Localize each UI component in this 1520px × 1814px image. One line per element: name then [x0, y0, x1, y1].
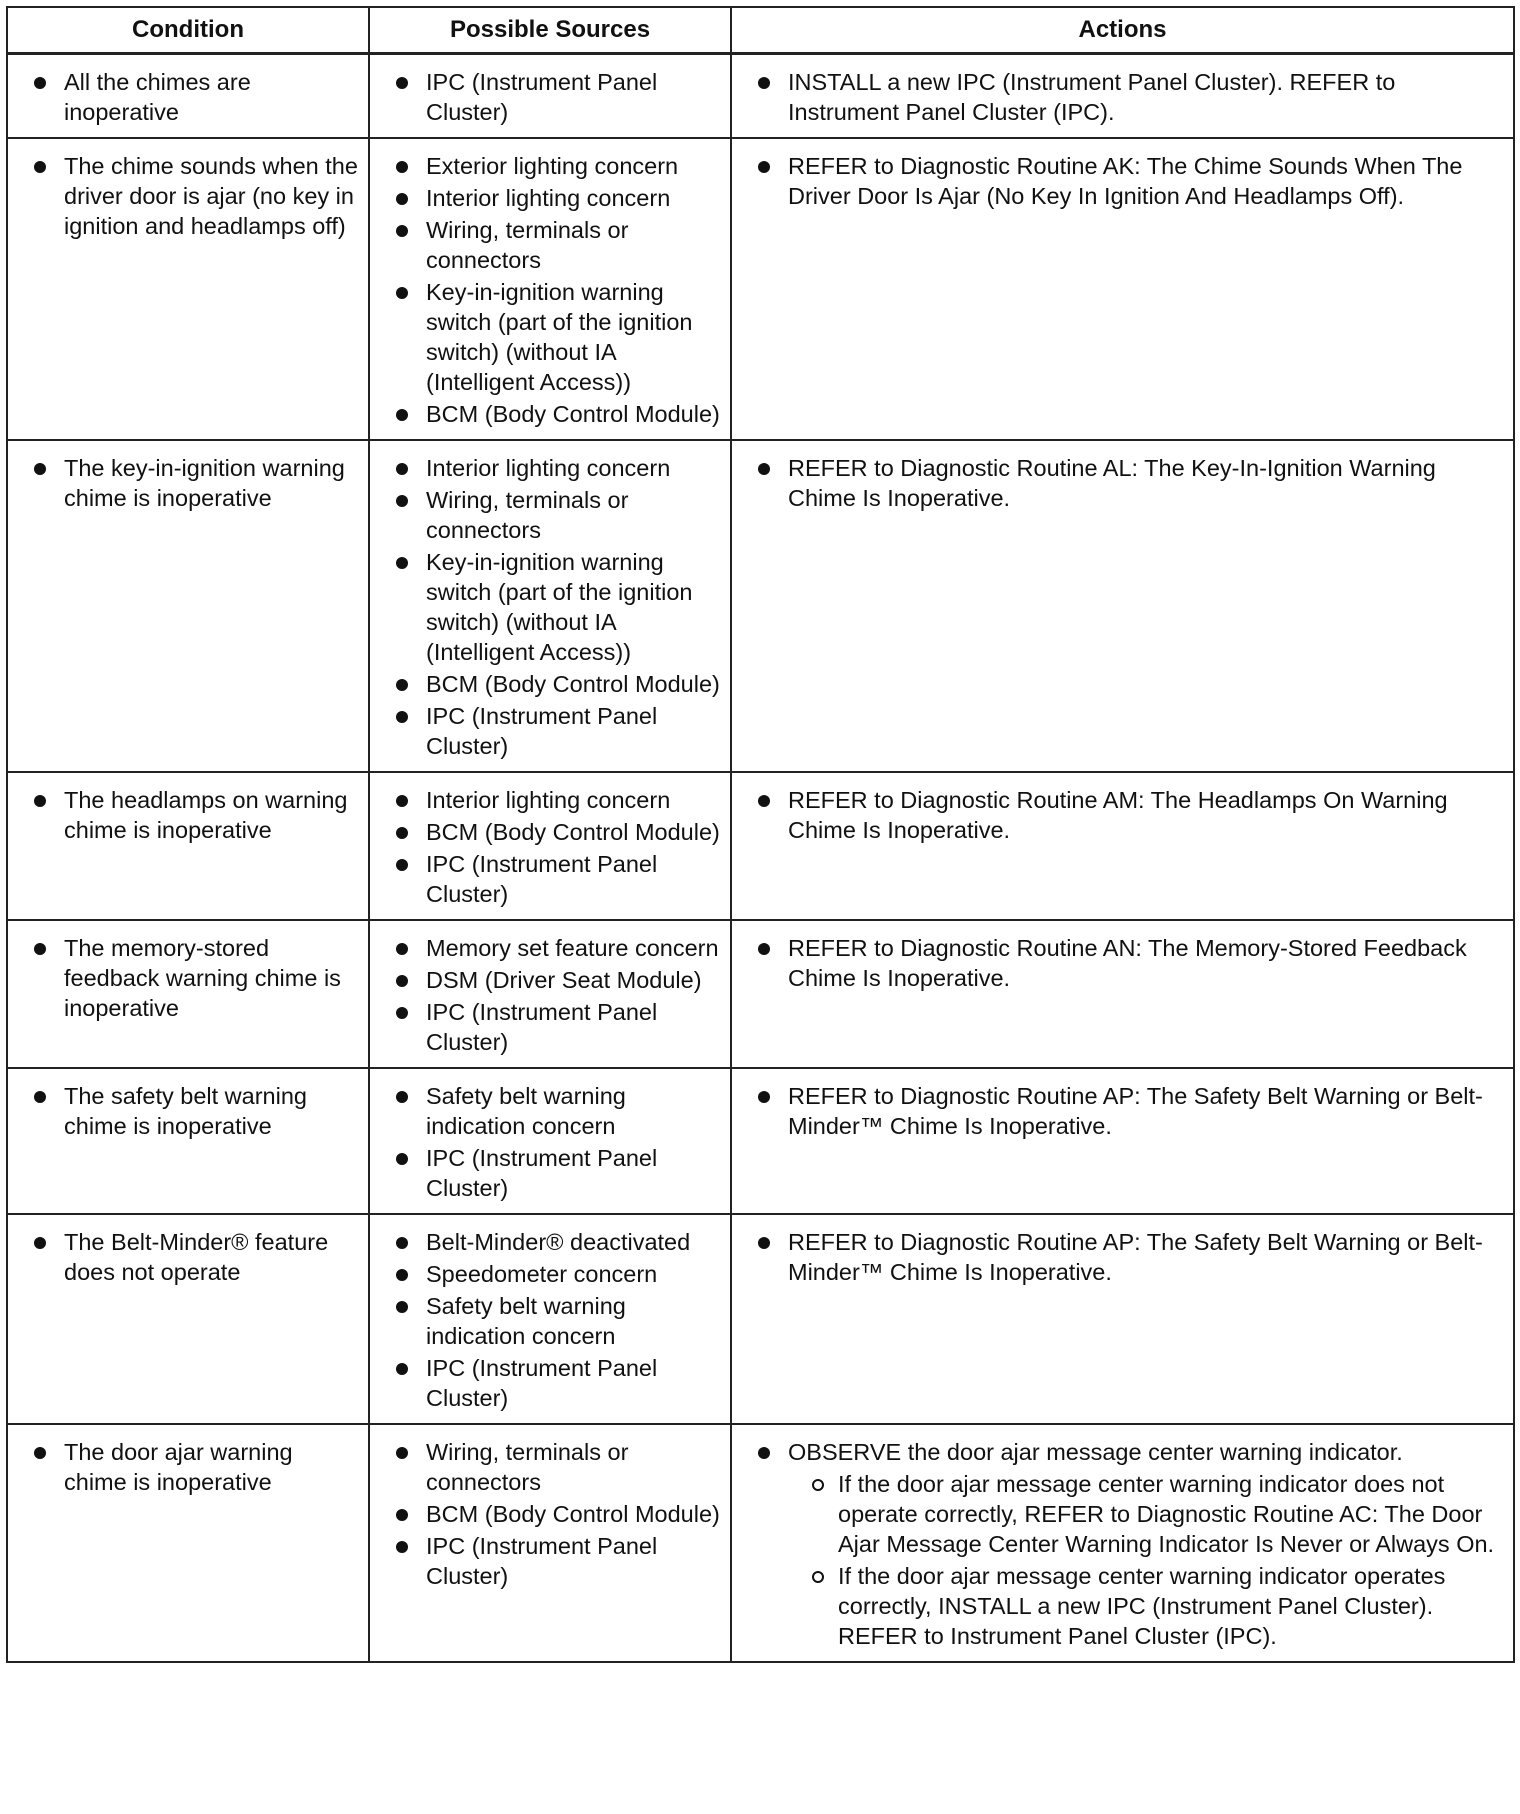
source-item: Key-in-ignition warning switch (part of the ignition switch) (without IA (Intelligent Access)): [378, 277, 722, 397]
actions-list: [740, 1081, 1505, 1141]
action-text: REFER to Diagnostic Routine AM: The Headlamps On Warning Chime Is Inoperative.: [788, 787, 1448, 843]
action-item: [740, 1227, 1505, 1287]
condition-list: [16, 785, 360, 845]
actions-cell: [731, 1424, 1514, 1662]
condition-cell: [7, 772, 369, 920]
condition-text: The door ajar warning chime is inoperative: [16, 1437, 360, 1497]
table-row: [7, 920, 1514, 1068]
source-item: Belt-Minder® deactivated: [378, 1227, 722, 1257]
source-item: BCM (Body Control Module): [378, 1499, 722, 1529]
actions-list: [740, 1437, 1505, 1651]
condition-list: [16, 1437, 360, 1497]
source-item: Safety belt warning indication concern: [378, 1291, 722, 1351]
source-item: BCM (Body Control Module): [378, 817, 722, 847]
sources-list: [378, 453, 722, 761]
sources-list: [378, 1227, 722, 1413]
condition-text: The Belt-Minder® feature does not operate: [16, 1227, 360, 1287]
source-item: IPC (Instrument Panel Cluster): [378, 1531, 722, 1591]
sources-cell: [369, 440, 731, 772]
actions-list: [740, 67, 1505, 127]
action-item: [740, 1081, 1505, 1141]
source-item: Speedometer concern: [378, 1259, 722, 1289]
table-body: [7, 54, 1514, 1663]
sources-cell: [369, 138, 731, 440]
sources-cell: [369, 920, 731, 1068]
source-item: Wiring, terminals or connectors: [378, 1437, 722, 1497]
sources-list: [378, 1081, 722, 1203]
table-row: [7, 772, 1514, 920]
actions-list: [740, 453, 1505, 513]
sources-cell: [369, 1424, 731, 1662]
source-item: IPC (Instrument Panel Cluster): [378, 1143, 722, 1203]
action-text: INSTALL a new IPC (Instrument Panel Cluster). REFER to Instrument Panel Cluster (IPC).: [788, 69, 1396, 125]
action-item: [740, 785, 1505, 845]
condition-text: The safety belt warning chime is inoperative: [16, 1081, 360, 1141]
action-text: REFER to Diagnostic Routine AL: The Key-In-Ignition Warning Chime Is Inoperative.: [788, 455, 1436, 511]
source-item: IPC (Instrument Panel Cluster): [378, 1353, 722, 1413]
actions-list: [740, 151, 1505, 211]
source-item: Interior lighting concern: [378, 785, 722, 815]
condition-list: [16, 1227, 360, 1287]
source-item: IPC (Instrument Panel Cluster): [378, 849, 722, 909]
actions-cell: [731, 138, 1514, 440]
source-item: IPC (Instrument Panel Cluster): [378, 701, 722, 761]
action-item: [740, 933, 1505, 993]
actions-cell: [731, 1214, 1514, 1424]
sources-list: [378, 785, 722, 909]
sources-list: [378, 67, 722, 127]
table-row: [7, 54, 1514, 139]
condition-list: [16, 933, 360, 1023]
condition-list: [16, 67, 360, 127]
condition-cell: [7, 138, 369, 440]
action-text: REFER to Diagnostic Routine AP: The Safety Belt Warning or Belt-Minder™ Chime Is Inoperative.: [788, 1083, 1483, 1139]
condition-cell: [7, 1068, 369, 1214]
table-row: [7, 440, 1514, 772]
sources-cell: [369, 1068, 731, 1214]
condition-text: The key-in-ignition warning chime is inoperative: [16, 453, 360, 513]
condition-text: The memory-stored feedback warning chime is inoperative: [16, 933, 360, 1023]
condition-list: [16, 151, 360, 241]
actions-cell: [731, 772, 1514, 920]
action-text: REFER to Diagnostic Routine AN: The Memory-Stored Feedback Chime Is Inoperative.: [788, 935, 1467, 991]
actions-cell: [731, 1068, 1514, 1214]
condition-cell: [7, 440, 369, 772]
source-item: Memory set feature concern: [378, 933, 722, 963]
table-row: [7, 1068, 1514, 1214]
condition-list: [16, 1081, 360, 1141]
action-sub-item: If the door ajar message center warning indicator does not operate correctly, REFER to Diagnostic Routine AC: The Door Ajar Message Center Warning Indicator Is Never or Always On.: [788, 1469, 1505, 1559]
sources-list: [378, 1437, 722, 1591]
actions-list: [740, 1227, 1505, 1287]
table-row: [7, 1214, 1514, 1424]
condition-cell: [7, 1214, 369, 1424]
actions-list: [740, 933, 1505, 993]
sources-cell: [369, 54, 731, 139]
table-header-row: [7, 7, 1514, 54]
source-item: Safety belt warning indication concern: [378, 1081, 722, 1141]
actions-cell: [731, 920, 1514, 1068]
condition-cell: [7, 1424, 369, 1662]
condition-cell: [7, 54, 369, 139]
source-item: Wiring, terminals or connectors: [378, 215, 722, 275]
sources-cell: [369, 772, 731, 920]
column-header-condition: Condition: [7, 7, 369, 54]
action-text: REFER to Diagnostic Routine AP: The Safety Belt Warning or Belt-Minder™ Chime Is Inoperative.: [788, 1229, 1483, 1285]
source-item: BCM (Body Control Module): [378, 669, 722, 699]
condition-cell: [7, 920, 369, 1068]
action-text: OBSERVE the door ajar message center warning indicator.: [788, 1439, 1403, 1465]
condition-text: The headlamps on warning chime is inoperative: [16, 785, 360, 845]
sources-list: [378, 151, 722, 429]
action-text: REFER to Diagnostic Routine AK: The Chime Sounds When The Driver Door Is Ajar (No Key In Ignition And Headlamps Off).: [788, 153, 1463, 209]
sources-cell: [369, 1214, 731, 1424]
source-item: Interior lighting concern: [378, 183, 722, 213]
action-item: [740, 151, 1505, 211]
action-item: [740, 1437, 1505, 1651]
source-item: Wiring, terminals or connectors: [378, 485, 722, 545]
action-sub-item: If the door ajar message center warning indicator operates correctly, INSTALL a new IPC (Instrument Panel Cluster). REFER to Instrument Panel Cluster (IPC).: [788, 1561, 1505, 1651]
condition-text: All the chimes are inoperative: [16, 67, 360, 127]
diagnostic-table: [6, 6, 1515, 1663]
action-item: [740, 67, 1505, 127]
source-item: IPC (Instrument Panel Cluster): [378, 67, 722, 127]
source-item: IPC (Instrument Panel Cluster): [378, 997, 722, 1057]
table-row: [7, 138, 1514, 440]
action-item: [740, 453, 1505, 513]
column-header-actions: Actions: [731, 7, 1514, 54]
actions-cell: [731, 54, 1514, 139]
source-item: Interior lighting concern: [378, 453, 722, 483]
source-item: Exterior lighting concern: [378, 151, 722, 181]
actions-cell: [731, 440, 1514, 772]
source-item: Key-in-ignition warning switch (part of the ignition switch) (without IA (Intelligent Access)): [378, 547, 722, 667]
action-sub-list: [788, 1469, 1505, 1651]
condition-list: [16, 453, 360, 513]
source-item: DSM (Driver Seat Module): [378, 965, 722, 995]
column-header-possible-sources: Possible Sources: [369, 7, 731, 54]
table-row: [7, 1424, 1514, 1662]
source-item: BCM (Body Control Module): [378, 399, 722, 429]
condition-text: The chime sounds when the driver door is ajar (no key in ignition and headlamps off): [16, 151, 360, 241]
sources-list: [378, 933, 722, 1057]
actions-list: [740, 785, 1505, 845]
